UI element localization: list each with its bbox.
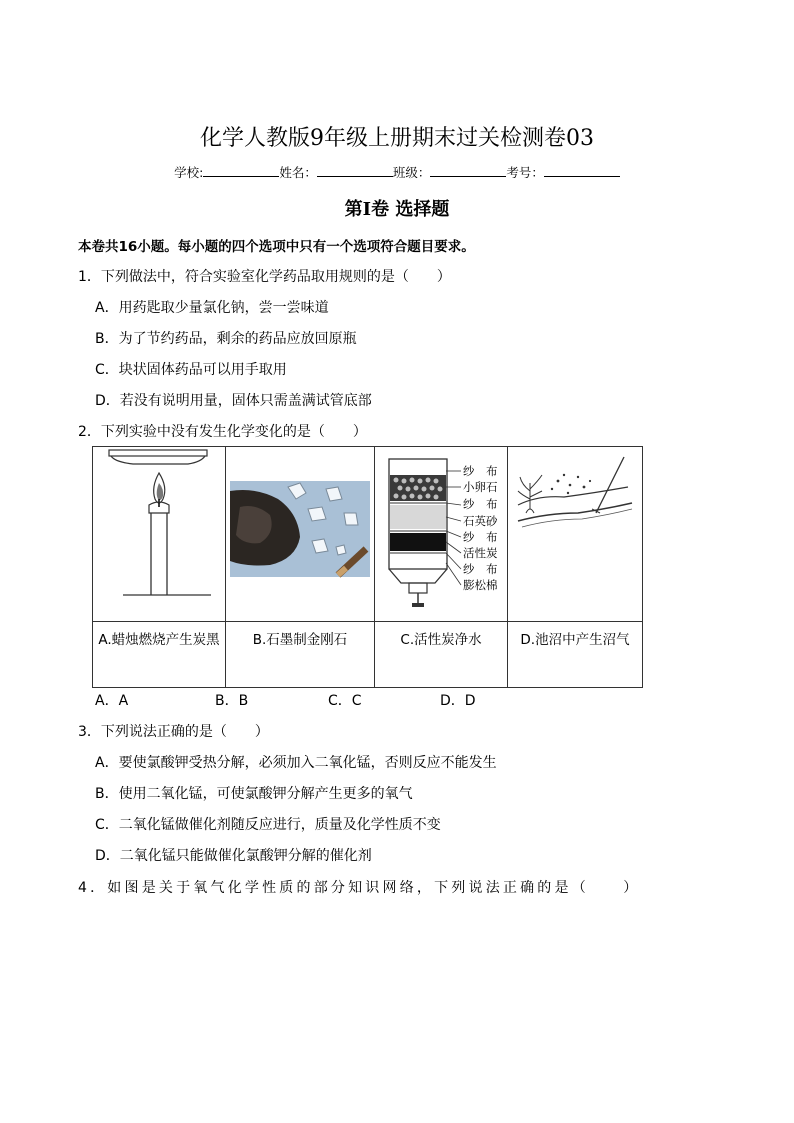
question-1-option-b[interactable]: B．为了节约药品，剩余的药品应放回原瓶 xyxy=(95,331,357,347)
figure-b-caption: B.石墨制金刚石 xyxy=(226,622,375,688)
filter-layer-label: 小卵石 xyxy=(463,480,498,494)
figure-d-caption: D.池沼中产生沼气 xyxy=(508,622,643,688)
graphite-diamond-photo xyxy=(226,447,374,617)
question-3-option-c[interactable]: C．二氧化锰做催化剂随反应进行，质量及化学性质不变 xyxy=(95,817,441,833)
question-1-option-d[interactable]: D．若没有说明用量，固体只需盖满试管底部 xyxy=(95,393,372,409)
exam-no-blank[interactable] xyxy=(544,164,620,177)
question-3-option-a[interactable]: A．要使氯酸钾受热分解，必须加入二氧化锰，否则反应不能发生 xyxy=(95,755,497,771)
class-label: 班级： xyxy=(392,165,431,180)
filter-layer-label: 活性炭 xyxy=(463,546,498,560)
filter-layer-label: 纱 布 xyxy=(463,464,498,478)
filter-layer-label: 纱 布 xyxy=(463,530,498,544)
name-blank[interactable] xyxy=(317,164,393,177)
filter-layer-label: 纱 布 xyxy=(463,497,498,511)
school-blank[interactable] xyxy=(203,164,279,177)
question-2-option-c[interactable]: C．C xyxy=(328,693,362,709)
section-title: 第Ⅰ卷 选择题 xyxy=(344,199,450,220)
question-1-option-c[interactable]: C．块状固体药品可以用手取用 xyxy=(95,362,287,378)
question-2-option-a[interactable]: A．A xyxy=(95,693,129,709)
figure-d-cell xyxy=(508,447,643,622)
exam-no-label: 考号： xyxy=(506,165,544,180)
name-label: 姓名： xyxy=(279,165,317,180)
question-1-stem: 1．下列做法中，符合实验室化学药品取用规则的是（ ） xyxy=(78,269,451,285)
question-2-option-b[interactable]: B．B xyxy=(215,693,249,709)
question-3-option-b[interactable]: B．使用二氧化锰，可使氯酸钾分解产生更多的氧气 xyxy=(95,786,413,802)
filter-layer-label: 纱 布 xyxy=(463,562,498,576)
student-info-line xyxy=(0,163,794,181)
question-2-figure-table xyxy=(92,446,643,688)
filter-layer-label: 石英砂 xyxy=(463,514,498,528)
swamp-gas-illustration xyxy=(508,447,642,617)
question-2-stem: 2．下列实验中没有发生化学变化的是（ ） xyxy=(78,424,367,440)
filter-layer-label: 膨松棉 xyxy=(463,578,498,592)
school-label: 学校: xyxy=(174,165,204,180)
figure-a-caption: A.蜡烛燃烧产生炭黑 xyxy=(93,622,226,688)
question-2-option-d[interactable]: D．D xyxy=(440,693,476,709)
question-3-option-d[interactable]: D．二氧化锰只能做催化氯酸钾分解的催化剂 xyxy=(95,848,372,864)
figure-a-cell xyxy=(93,447,226,622)
section-instructions: 本卷共16小题。每小题的四个选项中只有一个选项符合题目要求。 xyxy=(78,239,475,255)
figure-c-caption: C.活性炭净水 xyxy=(375,622,508,688)
question-4-stem: 4．如图是关于氧气化学性质的部分知识网络，下列说法正确的是（ ） xyxy=(78,880,641,896)
water-filter-illustration xyxy=(375,447,507,617)
question-1-option-a[interactable]: A．用药匙取少量氯化钠，尝一尝味道 xyxy=(95,300,329,316)
figure-c-cell xyxy=(375,447,508,622)
question-3-stem: 3．下列说法正确的是（ ） xyxy=(78,724,269,740)
candle-illustration xyxy=(93,447,225,617)
class-blank[interactable] xyxy=(430,164,506,177)
figure-b-cell xyxy=(226,447,375,622)
document-title: 化学人教版9年级上册期末过关检测卷03 xyxy=(200,126,594,151)
